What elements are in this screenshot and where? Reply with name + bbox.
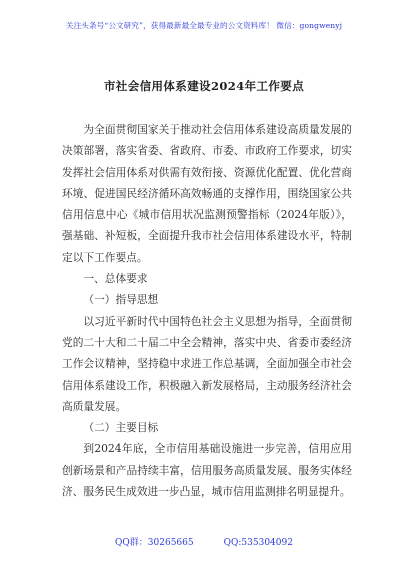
subsection-heading: （一）指导思想 xyxy=(83,293,159,307)
main-goals-paragraph: 到2024年底，全市信用基础设施进一步完善，信用应用创新场景和产品持续丰富，信用服务高质量发展、服务实体经济、服务民生成效进一步凸显，城市信用监测排名明显提升。 xyxy=(62,442,352,499)
guiding-ideology-paragraph: 以习近平新时代中国特色社会主义思想为指导，全面贯彻党的二十大和二十届二中全会精神，落实中央、省委市委经济工作会议精神，坚持稳中求进工作总基调，全面加强全市社会信用体系建设工作，积极融入新发展格局，主动服务经济社会高质量发展。 xyxy=(62,314,352,413)
subsection-heading: （二）主要目标 xyxy=(83,421,159,435)
qq-number-text: QQ:535304092 xyxy=(223,538,293,548)
footer-contact xyxy=(0,535,408,548)
qq-group-text: QQ群：30265665 xyxy=(115,538,194,548)
document-body xyxy=(62,119,352,502)
header-banner: 关注头条号“公文研究”，获得最新最全最专业的公文资料库！ 微信：gongwenyj xyxy=(65,21,343,30)
section-heading: 一、总体要求 xyxy=(83,272,148,286)
document-title: 市社会信用体系建设2024年工作要点 xyxy=(103,79,305,93)
intro-paragraph: 为全面贯彻国家关于推动社会信用体系建设高质量发展的决策部署，落实省委、省政府、市委、市政府工作要求，切实发挥社会信用体系对供需有效衔接、资源优化配置、优化营商环境、促进国民经济循环高效畅通的支撑作用，围绕国家公共信用信息中心《城市信用状况监测预警指标（2024年版）》，强基础、补短板，全面提升我市社会信用体系建设水平，特制定以下工作要点。 xyxy=(62,123,352,264)
